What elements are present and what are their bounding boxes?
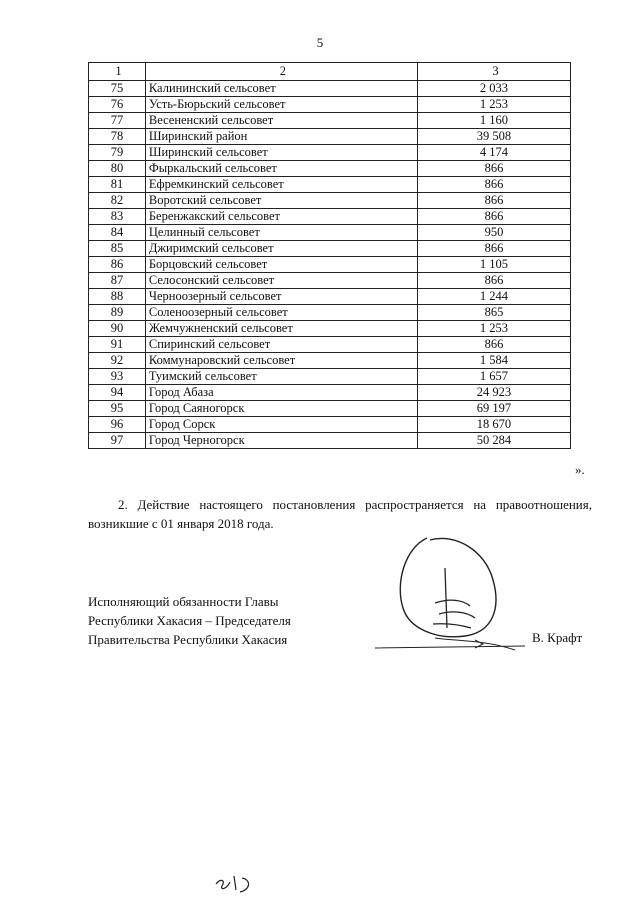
row-number: 94 [89,385,146,401]
row-name: Спиринский сельсовет [145,337,417,353]
row-value: 866 [417,177,570,193]
table-row [89,241,571,257]
table-row [89,289,571,305]
row-name: Калининский сельсовет [145,81,417,97]
row-value: 1 253 [417,321,570,337]
handwritten-mark [212,870,262,895]
table-row [89,353,571,369]
row-number: 92 [89,353,146,369]
row-value: 866 [417,337,570,353]
row-number: 90 [89,321,146,337]
table-row [89,433,571,449]
signatory-block [88,592,291,649]
column-header: 3 [417,63,570,81]
signature-image [375,528,535,663]
row-name: Город Саяногорск [145,401,417,417]
row-number: 85 [89,241,146,257]
signatory-line: Республики Хакасия – Председателя [88,613,291,628]
row-number: 76 [89,97,146,113]
row-name: Коммунаровский сельсовет [145,353,417,369]
table-row [89,401,571,417]
row-name: Весененский сельсовет [145,113,417,129]
row-number: 95 [89,401,146,417]
table-row [89,369,571,385]
row-value: 866 [417,209,570,225]
row-number: 80 [89,161,146,177]
row-value: 866 [417,193,570,209]
table-row [89,257,571,273]
row-name: Туимский сельсовет [145,369,417,385]
row-number: 97 [89,433,146,449]
table-row [89,321,571,337]
table-row [89,337,571,353]
row-name: Джиримский сельсовет [145,241,417,257]
table-row [89,145,571,161]
row-name: Город Черногорск [145,433,417,449]
row-number: 78 [89,129,146,145]
table-row [89,113,571,129]
row-number: 86 [89,257,146,273]
table-row [89,225,571,241]
data-table [88,62,571,449]
signatory-line: Правительства Республики Хакасия [88,632,288,647]
table-body [89,81,571,449]
table-row [89,97,571,113]
row-value: 1 105 [417,257,570,273]
row-value: 1 253 [417,97,570,113]
row-number: 89 [89,305,146,321]
row-value: 1 160 [417,113,570,129]
table-header-row [89,63,571,81]
row-number: 93 [89,369,146,385]
row-name: Целинный сельсовет [145,225,417,241]
table-row [89,161,571,177]
signer-name: В. Крафт [532,630,583,645]
row-value: 1 657 [417,369,570,385]
row-number: 91 [89,337,146,353]
column-header: 2 [145,63,417,81]
signatory-line: Исполняющий обязанности Главы [88,594,279,609]
table-row [89,177,571,193]
row-name: Воротский сельсовет [145,193,417,209]
row-value: 1 584 [417,353,570,369]
row-number: 75 [89,81,146,97]
row-number: 88 [89,289,146,305]
table-row [89,385,571,401]
table-row [89,417,571,433]
row-value: 50 284 [417,433,570,449]
row-number: 84 [89,225,146,241]
row-value: 866 [417,241,570,257]
row-number: 83 [89,209,146,225]
row-number: 96 [89,417,146,433]
row-name: Город Сорск [145,417,417,433]
table-row [89,129,571,145]
table-row [89,81,571,97]
row-value: 24 923 [417,385,570,401]
table-row [89,305,571,321]
row-name: Ефремкинский сельсовет [145,177,417,193]
table-row [89,193,571,209]
row-value: 866 [417,161,570,177]
table-row [89,273,571,289]
row-value: 4 174 [417,145,570,161]
row-number: 82 [89,193,146,209]
row-number: 87 [89,273,146,289]
row-value: 1 244 [417,289,570,305]
row-value: 69 197 [417,401,570,417]
row-value: 865 [417,305,570,321]
paragraph-text: 2. Действие настоящего постановления распространяется на правоотношения, возникшие с 01 января 2018 года. [88,497,592,531]
row-name: Соленоозерный сельсовет [145,305,417,321]
row-name: Борцовский сельсовет [145,257,417,273]
column-header: 1 [89,63,146,81]
row-number: 77 [89,113,146,129]
row-value: 950 [417,225,570,241]
row-value: 18 670 [417,417,570,433]
closing-quote: ». [575,462,585,477]
row-number: 81 [89,177,146,193]
row-name: Город Абаза [145,385,417,401]
row-value: 2 033 [417,81,570,97]
row-name: Жемчужненский сельсовет [145,321,417,337]
row-name: Усть-Бюрьский сельсовет [145,97,417,113]
row-name: Ширинский сельсовет [145,145,417,161]
table-row [89,209,571,225]
row-name: Селосонский сельсовет [145,273,417,289]
row-value: 39 508 [417,129,570,145]
page-number: 5 [316,35,324,50]
row-name: Черноозерный сельсовет [145,289,417,305]
row-value: 866 [417,273,570,289]
row-number: 79 [89,145,146,161]
row-name: Ширинский район [145,129,417,145]
row-name: Беренжакский сельсовет [145,209,417,225]
row-name: Фыркальский сельсовет [145,161,417,177]
